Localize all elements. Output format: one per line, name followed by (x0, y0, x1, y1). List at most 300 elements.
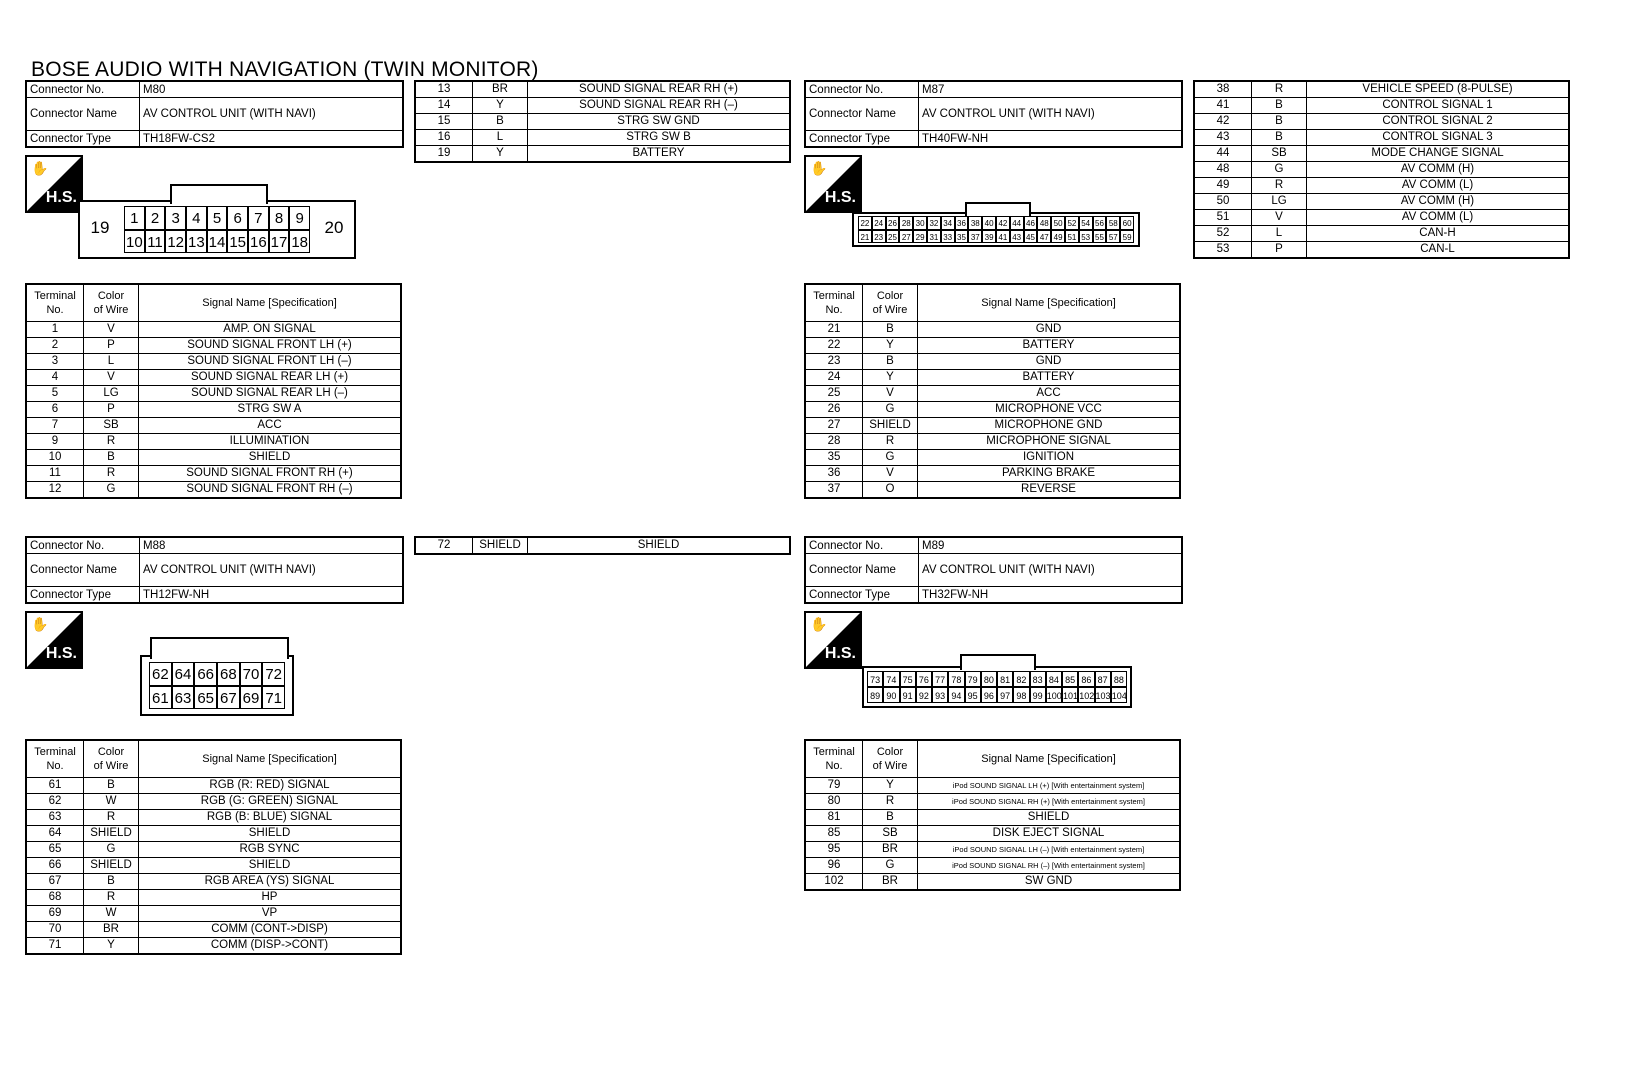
pin-40: 40 (982, 216, 996, 230)
pin-15: 15 (227, 230, 248, 254)
pin-101: 101 (1062, 687, 1078, 703)
table-row (805, 794, 1180, 810)
harness-side-icon (804, 611, 862, 669)
pin-85: 85 (1062, 671, 1078, 687)
header-terminal-no (805, 284, 863, 322)
terminal-cell: 62 (26, 794, 84, 810)
signal-table-m80-continued (414, 80, 791, 163)
table-row (26, 826, 401, 842)
connector-diagram-m88 (140, 655, 294, 716)
table-row (415, 81, 790, 98)
wire-color-cell: B (863, 810, 918, 826)
pin-29: 29 (913, 230, 927, 244)
table-row (805, 402, 1180, 418)
table-row (805, 482, 1180, 499)
pin-52: 52 (1065, 216, 1079, 230)
wire-color-cell: V (84, 370, 139, 386)
terminal-cell: 25 (805, 386, 863, 402)
signal-name-cell: SHIELD (139, 826, 402, 842)
hand-icon: ✋ (31, 616, 49, 632)
signal-name-cell: IGNITION (918, 450, 1181, 466)
signal-name-cell: GND (918, 354, 1181, 370)
signal-name-cell: SHIELD (139, 858, 402, 874)
pin-94: 94 (948, 687, 964, 703)
hs-label: H.S. (824, 645, 856, 662)
wire-color-cell: G (863, 858, 918, 874)
table-row (26, 466, 401, 482)
hs-label: H.S. (45, 645, 77, 662)
wire-color-cell: BR (84, 922, 139, 938)
terminal-cell: 36 (805, 466, 863, 482)
terminal-cell: 11 (26, 466, 84, 482)
connector-info-m88 (25, 536, 404, 604)
terminal-cell: 5 (26, 386, 84, 402)
wire-color-cell: G (863, 402, 918, 418)
terminal-cell: 95 (805, 842, 863, 858)
wire-color-cell: B (473, 114, 528, 130)
wire-color-cell: G (1252, 162, 1307, 178)
table-row (805, 466, 1180, 482)
terminal-cell: 81 (805, 810, 863, 826)
wire-color-cell: BR (863, 842, 918, 858)
pin-30: 30 (913, 216, 927, 230)
pin-64: 64 (172, 662, 195, 686)
pin-34: 34 (941, 216, 955, 230)
signal-name-cell: COMM (DISP->CONT) (139, 938, 402, 955)
pin-79: 79 (965, 671, 981, 687)
table-row (415, 98, 790, 114)
wire-color-cell: G (84, 482, 139, 499)
pin-47: 47 (1037, 230, 1051, 244)
wire-color-cell: SB (84, 418, 139, 434)
table-row (415, 114, 790, 130)
pin-24: 24 (872, 216, 886, 230)
pin-93: 93 (932, 687, 948, 703)
terminal-cell: 28 (805, 434, 863, 450)
pin-75: 75 (900, 671, 916, 687)
pin-62: 62 (149, 662, 172, 686)
connector-no-value: M87 (919, 81, 1183, 98)
table-row (805, 338, 1180, 354)
wire-color-cell: R (84, 466, 139, 482)
wire-color-cell: R (863, 434, 918, 450)
header-terminal-line1: Terminal (813, 290, 855, 302)
terminal-cell: 72 (415, 537, 473, 554)
header-color-of-wire (84, 740, 139, 778)
signal-name-cell: SOUND SIGNAL REAR RH (+) (528, 81, 791, 98)
signal-name-cell: RGB SYNC (139, 842, 402, 858)
table-row (805, 826, 1180, 842)
pin-36: 36 (955, 216, 969, 230)
wire-color-cell: P (84, 402, 139, 418)
terminal-cell: 15 (415, 114, 473, 130)
pin-12: 12 (165, 230, 186, 254)
pin-54: 54 (1079, 216, 1093, 230)
table-row (26, 810, 401, 826)
signal-name-cell: RGB (G: GREEN) SIGNAL (139, 794, 402, 810)
connector-latch (170, 184, 267, 204)
table-row (1194, 146, 1569, 162)
signal-table-m87 (804, 283, 1181, 499)
wire-color-cell: B (1252, 130, 1307, 146)
signal-name-cell: ACC (918, 386, 1181, 402)
header-terminal-no (26, 284, 84, 322)
signal-name-cell: MODE CHANGE SIGNAL (1307, 146, 1570, 162)
hand-icon: ✋ (810, 160, 828, 176)
header-color-line1: Color (97, 290, 125, 302)
header-color-of-wire (84, 284, 139, 322)
signal-name-cell: SHIELD (528, 537, 791, 554)
terminal-cell: 61 (26, 778, 84, 794)
signal-name-cell: BATTERY (918, 370, 1181, 386)
connector-info-m89 (804, 536, 1183, 604)
pin-81: 81 (997, 671, 1013, 687)
connector-name-value: AV CONTROL UNIT (WITH NAVI) (919, 554, 1183, 587)
signal-name-cell: HP (139, 890, 402, 906)
pin-61: 61 (149, 686, 172, 710)
wire-color-cell: SHIELD (473, 537, 528, 554)
table-row (26, 906, 401, 922)
pin-91: 91 (900, 687, 916, 703)
table-row (1194, 98, 1569, 114)
table-row (26, 402, 401, 418)
terminal-cell: 70 (26, 922, 84, 938)
signal-name-cell: iPod SOUND SIGNAL RH (+) [With entertainment system] (918, 794, 1181, 810)
table-row (415, 537, 790, 554)
wire-color-cell: G (84, 842, 139, 858)
table-row (26, 874, 401, 890)
pin-39: 39 (982, 230, 996, 244)
header-color-line2: of Wire (872, 760, 908, 772)
wire-color-cell: R (84, 890, 139, 906)
wire-color-cell: P (1252, 242, 1307, 259)
table-row (805, 322, 1180, 338)
connector-latch (150, 637, 289, 659)
label-connector-name: Connector Name (805, 98, 919, 131)
header-terminal-no (26, 740, 84, 778)
pin-72: 72 (262, 662, 285, 686)
pin-3: 3 (165, 206, 186, 230)
table-row (26, 354, 401, 370)
terminal-cell: 44 (1194, 146, 1252, 162)
pin-96: 96 (981, 687, 997, 703)
header-terminal-line2: No. (46, 760, 64, 772)
pin-46: 46 (1024, 216, 1038, 230)
connector-diagram-m89 (862, 666, 1132, 708)
pin-58: 58 (1106, 216, 1120, 230)
table-row (415, 146, 790, 163)
terminal-cell: 12 (26, 482, 84, 499)
wire-color-cell: Y (473, 146, 528, 163)
terminal-cell: 68 (26, 890, 84, 906)
table-row (26, 778, 401, 794)
wire-color-cell: W (84, 906, 139, 922)
table-row (26, 842, 401, 858)
signal-name-cell: SOUND SIGNAL FRONT RH (+) (139, 466, 402, 482)
signal-name-cell: BATTERY (918, 338, 1181, 354)
pin-86: 86 (1078, 671, 1094, 687)
pin-48: 48 (1037, 216, 1051, 230)
signal-name-cell: SOUND SIGNAL FRONT RH (–) (139, 482, 402, 499)
connector-type-value: TH12FW-NH (140, 587, 404, 604)
harness-side-icon (804, 155, 862, 213)
table-row (1194, 162, 1569, 178)
hand-icon: ✋ (810, 616, 828, 632)
header-terminal-line1: Terminal (813, 746, 855, 758)
pin-5: 5 (207, 206, 228, 230)
table-row (1194, 226, 1569, 242)
pin-69: 69 (240, 686, 263, 710)
wire-color-cell: R (84, 810, 139, 826)
table-row (26, 338, 401, 354)
pin-8: 8 (269, 206, 290, 230)
table-row (805, 842, 1180, 858)
signal-name-cell: AMP. ON SIGNAL (139, 322, 402, 338)
wire-color-cell: Y (863, 338, 918, 354)
pin-87: 87 (1095, 671, 1111, 687)
pin-37: 37 (968, 230, 982, 244)
label-connector-no: Connector No. (805, 537, 919, 554)
signal-name-cell: SHIELD (918, 810, 1181, 826)
table-row (26, 386, 401, 402)
pin-98: 98 (1013, 687, 1029, 703)
signal-name-cell: CONTROL SIGNAL 2 (1307, 114, 1570, 130)
pin-42: 42 (996, 216, 1010, 230)
pin-65: 65 (194, 686, 217, 710)
signal-name-cell: CONTROL SIGNAL 3 (1307, 130, 1570, 146)
connector-info-m87 (804, 80, 1183, 148)
signal-name-cell: CONTROL SIGNAL 1 (1307, 98, 1570, 114)
table-row (26, 370, 401, 386)
header-color-line2: of Wire (872, 304, 908, 316)
pin-19: 19 (90, 218, 110, 237)
terminal-cell: 85 (805, 826, 863, 842)
pin-95: 95 (965, 687, 981, 703)
wire-color-cell: L (473, 130, 528, 146)
signal-name-cell: iPod SOUND SIGNAL RH (–) [With entertainment system] (918, 858, 1181, 874)
header-terminal-line2: No. (46, 304, 64, 316)
table-row (26, 322, 401, 338)
wire-color-cell: B (84, 778, 139, 794)
signal-name-cell: iPod SOUND SIGNAL LH (+) [With entertainment system] (918, 778, 1181, 794)
wire-color-cell: SB (1252, 146, 1307, 162)
terminal-cell: 4 (26, 370, 84, 386)
table-row (805, 858, 1180, 874)
wire-color-cell: V (863, 386, 918, 402)
wire-color-cell: L (1252, 226, 1307, 242)
header-color-line1: Color (876, 746, 904, 758)
pin-26: 26 (886, 216, 900, 230)
table-row (415, 130, 790, 146)
pin-68: 68 (217, 662, 240, 686)
terminal-cell: 2 (26, 338, 84, 354)
terminal-cell: 21 (805, 322, 863, 338)
terminal-cell: 35 (805, 450, 863, 466)
signal-name-cell: iPod SOUND SIGNAL LH (–) [With entertainment system] (918, 842, 1181, 858)
header-color-line1: Color (97, 746, 125, 758)
wire-color-cell: B (1252, 114, 1307, 130)
header-signal-name: Signal Name [Specification] (139, 284, 402, 322)
pin-59: 59 (1120, 230, 1134, 244)
pin-103: 103 (1095, 687, 1111, 703)
page-title: BOSE AUDIO WITH NAVIGATION (TWIN MONITOR) (31, 58, 539, 81)
table-row (805, 874, 1180, 891)
signal-name-cell: SOUND SIGNAL FRONT LH (+) (139, 338, 402, 354)
table-row (805, 810, 1180, 826)
connector-type-value: TH18FW-CS2 (140, 131, 404, 148)
pin-41: 41 (996, 230, 1010, 244)
connector-type-value: TH32FW-NH (919, 587, 1183, 604)
pin-25: 25 (886, 230, 900, 244)
signal-name-cell: COMM (CONT->DISP) (139, 922, 402, 938)
pin-45: 45 (1024, 230, 1038, 244)
signal-name-cell: VEHICLE SPEED (8-PULSE) (1307, 81, 1570, 98)
pin-97: 97 (997, 687, 1013, 703)
label-connector-no: Connector No. (26, 81, 140, 98)
terminal-cell: 102 (805, 874, 863, 891)
terminal-cell: 19 (415, 146, 473, 163)
wire-color-cell: B (1252, 98, 1307, 114)
header-color-line2: of Wire (93, 760, 129, 772)
pin-99: 99 (1030, 687, 1046, 703)
pin-43: 43 (1010, 230, 1024, 244)
terminal-cell: 10 (26, 450, 84, 466)
wire-color-cell: R (1252, 81, 1307, 98)
label-connector-no: Connector No. (805, 81, 919, 98)
terminal-cell: 49 (1194, 178, 1252, 194)
terminal-cell: 24 (805, 370, 863, 386)
header-color-line2: of Wire (93, 304, 129, 316)
wire-color-cell: Y (84, 938, 139, 955)
terminal-cell: 64 (26, 826, 84, 842)
terminal-cell: 1 (26, 322, 84, 338)
signal-name-cell: DISK EJECT SIGNAL (918, 826, 1181, 842)
signal-name-cell: SHIELD (139, 450, 402, 466)
pin-82: 82 (1013, 671, 1029, 687)
pin-88: 88 (1111, 671, 1127, 687)
label-connector-no: Connector No. (26, 537, 140, 554)
header-color-line1: Color (876, 290, 904, 302)
wire-color-cell: LG (1252, 194, 1307, 210)
pin-18: 18 (289, 230, 310, 254)
table-row (26, 858, 401, 874)
pin-53: 53 (1079, 230, 1093, 244)
wire-color-cell: BR (863, 874, 918, 891)
terminal-cell: 16 (415, 130, 473, 146)
terminal-cell: 37 (805, 482, 863, 499)
pin-89: 89 (867, 687, 883, 703)
terminal-cell: 13 (415, 81, 473, 98)
wire-color-cell: P (84, 338, 139, 354)
table-row (805, 778, 1180, 794)
signal-name-cell: GND (918, 322, 1181, 338)
wire-color-cell: V (1252, 210, 1307, 226)
signal-table-m89 (804, 739, 1181, 891)
pin-77: 77 (932, 671, 948, 687)
pin-2: 2 (145, 206, 166, 230)
header-color-of-wire (863, 284, 918, 322)
pin-66: 66 (194, 662, 217, 686)
connector-type-value: TH40FW-NH (919, 131, 1183, 148)
signal-name-cell: AV COMM (L) (1307, 178, 1570, 194)
pin-4: 4 (186, 206, 207, 230)
wire-color-cell: SHIELD (84, 858, 139, 874)
terminal-cell: 67 (26, 874, 84, 890)
table-row (26, 450, 401, 466)
terminal-cell: 69 (26, 906, 84, 922)
wire-color-cell: R (1252, 178, 1307, 194)
terminal-cell: 26 (805, 402, 863, 418)
table-row (26, 482, 401, 499)
signal-name-cell: AV COMM (H) (1307, 194, 1570, 210)
signal-name-cell: RGB AREA (YS) SIGNAL (139, 874, 402, 890)
wire-color-cell: W (84, 794, 139, 810)
label-connector-type: Connector Type (26, 131, 140, 148)
connector-latch (965, 202, 1031, 216)
terminal-cell: 52 (1194, 226, 1252, 242)
table-row (1194, 242, 1569, 259)
wire-color-cell: V (863, 466, 918, 482)
terminal-cell: 14 (415, 98, 473, 114)
pin-14: 14 (207, 230, 228, 254)
wire-color-cell: BR (473, 81, 528, 98)
signal-name-cell: SW GND (918, 874, 1181, 891)
wire-color-cell: B (863, 354, 918, 370)
table-row (1194, 178, 1569, 194)
terminal-cell: 7 (26, 418, 84, 434)
pin-51: 51 (1065, 230, 1079, 244)
pin-31: 31 (927, 230, 941, 244)
label-connector-name: Connector Name (26, 554, 140, 587)
table-row (1194, 210, 1569, 226)
pin-100: 100 (1046, 687, 1062, 703)
signal-name-cell: ILLUMINATION (139, 434, 402, 450)
pin-16: 16 (248, 230, 269, 254)
terminal-cell: 66 (26, 858, 84, 874)
signal-name-cell: AV COMM (H) (1307, 162, 1570, 178)
header-terminal-no (805, 740, 863, 778)
pin-92: 92 (916, 687, 932, 703)
header-terminal-line2: No. (825, 304, 843, 316)
pin-1: 1 (124, 206, 145, 230)
harness-side-icon (25, 155, 83, 213)
connector-name-value: AV CONTROL UNIT (WITH NAVI) (140, 98, 404, 131)
terminal-cell: 9 (26, 434, 84, 450)
wire-color-cell: V (84, 322, 139, 338)
terminal-cell: 27 (805, 418, 863, 434)
pin-50: 50 (1051, 216, 1065, 230)
signal-name-cell: MICROPHONE GND (918, 418, 1181, 434)
table-row (1194, 81, 1569, 98)
wire-color-cell: B (84, 874, 139, 890)
pin-67: 67 (217, 686, 240, 710)
pin-83: 83 (1030, 671, 1046, 687)
wire-color-cell: L (84, 354, 139, 370)
header-signal-name: Signal Name [Specification] (918, 284, 1181, 322)
pin-63: 63 (172, 686, 195, 710)
connector-no-value: M88 (140, 537, 404, 554)
wire-color-cell: LG (84, 386, 139, 402)
signal-name-cell: AV COMM (L) (1307, 210, 1570, 226)
signal-name-cell: RGB (R: RED) SIGNAL (139, 778, 402, 794)
wire-color-cell: R (863, 794, 918, 810)
pin-6: 6 (227, 206, 248, 230)
terminal-cell: 22 (805, 338, 863, 354)
pin-71: 71 (262, 686, 285, 710)
table-row (26, 794, 401, 810)
table-row (1194, 130, 1569, 146)
connector-diagram-m87 (852, 212, 1140, 247)
